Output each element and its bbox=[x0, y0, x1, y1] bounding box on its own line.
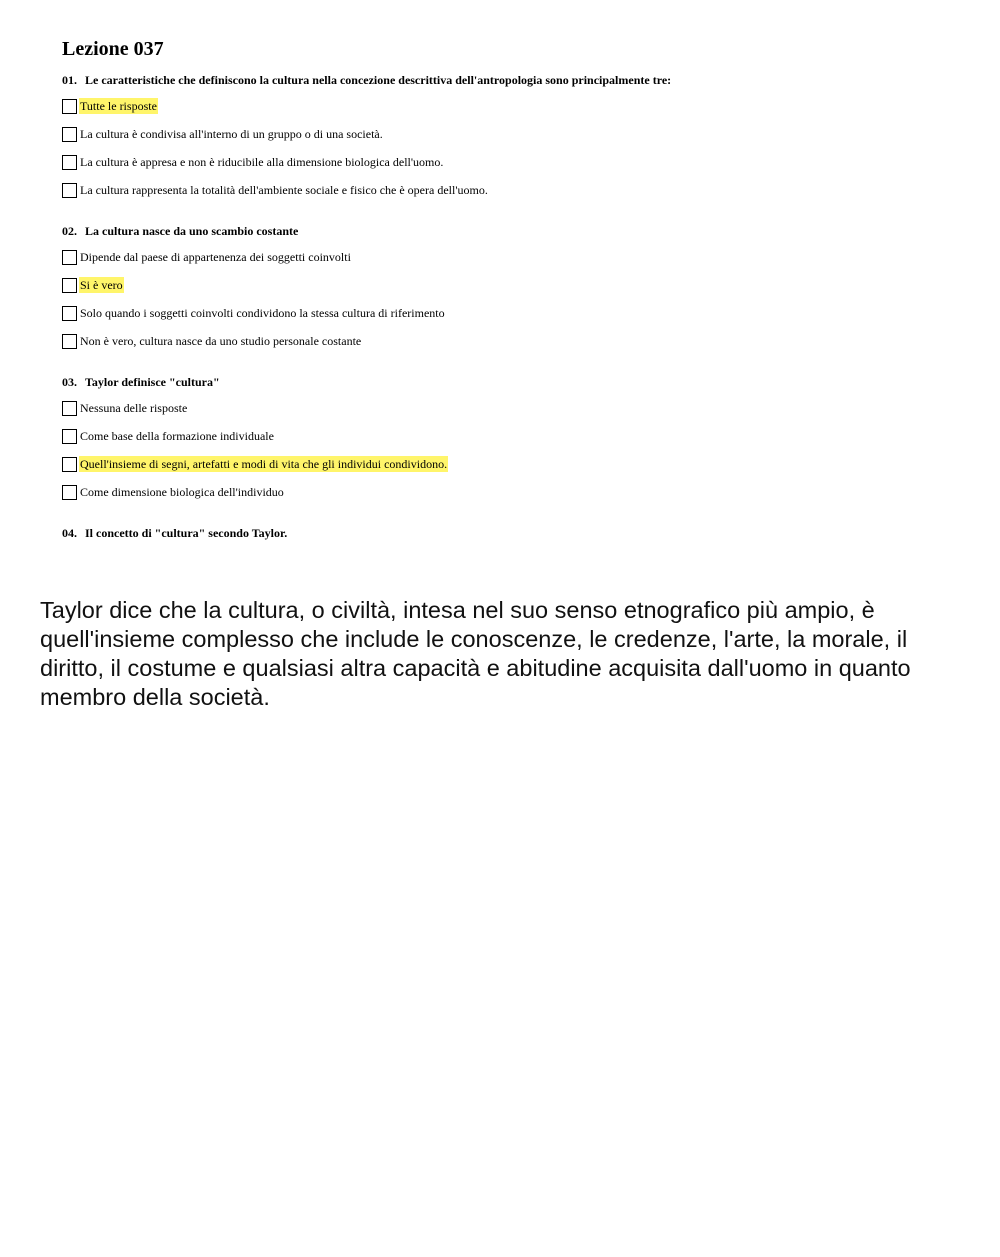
option-list bbox=[62, 400, 962, 512]
option-item[interactable] bbox=[62, 182, 962, 210]
option-label: Come base della formazione individuale bbox=[80, 429, 274, 443]
checkbox[interactable] bbox=[62, 306, 77, 321]
option-label-highlighted: Quell'insieme di segni, artefatti e modi di vita che gli individui condividono. bbox=[80, 457, 448, 471]
option-label: Come dimensione biologica dell'individuo bbox=[80, 485, 284, 499]
checkbox[interactable] bbox=[62, 155, 77, 170]
question-number: 03. bbox=[62, 375, 77, 389]
option-label: La cultura è condivisa all'interno di un gruppo o di una società. bbox=[80, 127, 383, 141]
question-number: 02. bbox=[62, 224, 77, 238]
lesson-title: Lezione 037 bbox=[62, 38, 164, 60]
question-text bbox=[62, 72, 962, 88]
question-text bbox=[62, 223, 962, 239]
option-label: La cultura è appresa e non è riducibile alla dimensione biologica dell'uomo. bbox=[80, 155, 444, 169]
checkbox[interactable] bbox=[62, 334, 77, 349]
checkbox[interactable] bbox=[62, 183, 77, 198]
option-label-highlighted: Si è vero bbox=[80, 278, 123, 292]
question-label: Il concetto di "cultura" secondo Taylor. bbox=[85, 526, 288, 540]
question-number: 01. bbox=[62, 73, 77, 87]
question-04 bbox=[62, 525, 962, 541]
option-item[interactable] bbox=[62, 484, 962, 512]
option-label: Solo quando i soggetti coinvolti condividono la stessa cultura di riferimento bbox=[80, 306, 445, 320]
question-label: Le caratteristiche che definiscono la cultura nella concezione descrittiva dell'antropologia sono principalmente tre: bbox=[85, 73, 672, 87]
option-list bbox=[62, 98, 962, 210]
option-list bbox=[62, 249, 962, 361]
checkbox[interactable] bbox=[62, 99, 77, 114]
option-label: Nessuna delle risposte bbox=[80, 401, 188, 415]
checkbox[interactable] bbox=[62, 457, 77, 472]
question-03 bbox=[62, 374, 962, 512]
question-text bbox=[62, 374, 962, 390]
option-item[interactable] bbox=[62, 98, 962, 126]
option-item[interactable] bbox=[62, 333, 962, 361]
option-item[interactable] bbox=[62, 154, 962, 182]
option-label-highlighted: Tutte le risposte bbox=[80, 99, 157, 113]
question-text bbox=[62, 525, 962, 541]
question-label: Taylor definisce "cultura" bbox=[85, 375, 220, 389]
option-item[interactable] bbox=[62, 400, 962, 428]
question-label: La cultura nasce da uno scambio costante bbox=[85, 224, 299, 238]
checkbox[interactable] bbox=[62, 250, 77, 265]
option-label: Dipende dal paese di appartenenza dei soggetti coinvolti bbox=[80, 250, 351, 264]
question-number: 04. bbox=[62, 526, 77, 540]
checkbox[interactable] bbox=[62, 429, 77, 444]
checkbox[interactable] bbox=[62, 401, 77, 416]
checkbox[interactable] bbox=[62, 485, 77, 500]
checkbox[interactable] bbox=[62, 278, 77, 293]
question-01 bbox=[62, 72, 962, 210]
option-item[interactable] bbox=[62, 428, 962, 456]
checkbox[interactable] bbox=[62, 127, 77, 142]
question-02 bbox=[62, 223, 962, 361]
option-item[interactable] bbox=[62, 249, 962, 277]
option-item[interactable] bbox=[62, 277, 962, 305]
option-label: Non è vero, cultura nasce da uno studio personale costante bbox=[80, 334, 362, 348]
option-item[interactable] bbox=[62, 126, 962, 154]
open-answer-text: Taylor dice che la cultura, o civiltà, intesa nel suo senso etnografico più ampio, è quell'insieme complesso che include le conoscenze, le credenze, l'arte, la morale, il diritto, il costume e qualsiasi altra capacità e abitudine acquisita dall'uomo in quanto membro della società. bbox=[40, 597, 911, 710]
option-item[interactable] bbox=[62, 456, 962, 484]
option-label: La cultura rappresenta la totalità dell'ambiente sociale e fisico che è opera dell'uomo. bbox=[80, 183, 488, 197]
option-item[interactable] bbox=[62, 305, 962, 333]
